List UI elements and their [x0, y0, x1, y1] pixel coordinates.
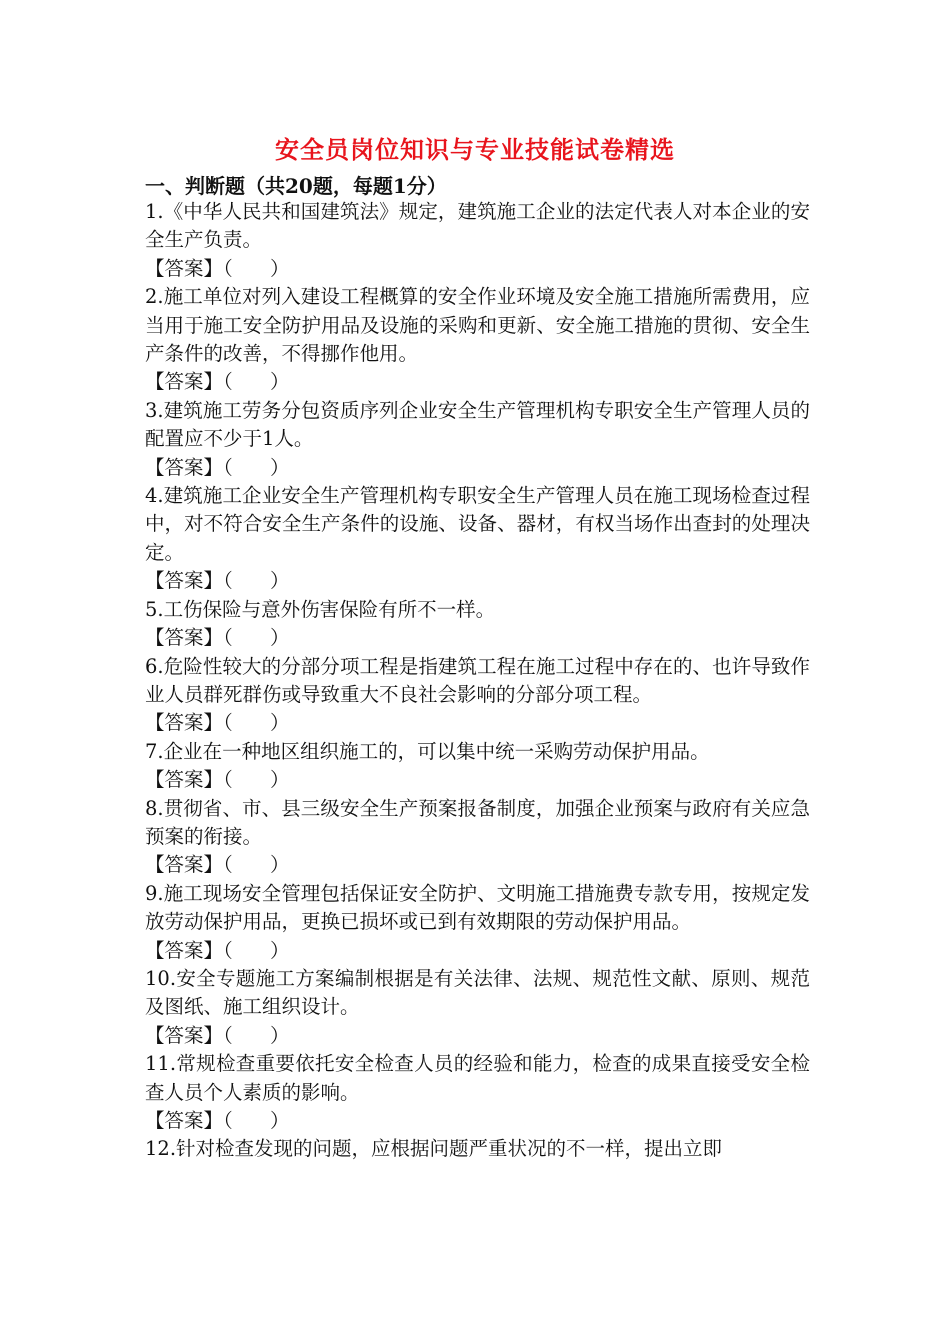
question-text: 11.常规检查重要依托安全检查人员的经验和能力，检查的成果直接受安全检查人员个人素质的影响。 — [145, 1052, 810, 1104]
answer-blank: 【答案】（ ） — [145, 768, 290, 792]
section-heading: 一、判断题（共20题，每题1分） — [145, 174, 447, 198]
question-text: 8.贯彻省、市、县三级安全生产预案报备制度，加强企业预案与政府有关应急预案的衔接。 — [145, 796, 810, 848]
question-text: 5.工伤保险与意外伤害保险有所不一样。 — [145, 597, 496, 621]
answer-blank: 【答案】（ ） — [145, 938, 290, 962]
answer-blank: 【答案】（ ） — [145, 370, 290, 394]
answer-blank: 【答案】（ ） — [145, 569, 290, 593]
question-text: 2.施工单位对列入建设工程概算的安全作业环境及安全施工措施所需费用，应当用于施工安全防护用品及设施的采购和更新、安全施工措施的贯彻、安全生产条件的改善，不得挪作他用。 — [145, 285, 810, 366]
answer-blank: 【答案】（ ） — [145, 455, 290, 479]
answer-blank: 【答案】（ ） — [145, 626, 290, 650]
question-list — [145, 198, 810, 1164]
answer-blank: 【答案】（ ） — [145, 1023, 290, 1047]
question-text: 12.针对检查发现的问题，应根据问题严重状况的不一样，提出立即 — [145, 1137, 723, 1161]
document-title: 安全员岗位知识与专业技能试卷精选 — [275, 135, 675, 164]
answer-blank: 【答案】（ ） — [145, 853, 290, 877]
question-text: 6.危险性较大的分部分项工程是指建筑工程在施工过程中存在的、也许导致作业人员群死群伤或导致重大不良社会影响的分部分项工程。 — [145, 654, 810, 706]
answer-blank: 【答案】（ ） — [145, 256, 290, 280]
answer-blank: 【答案】（ ） — [145, 1109, 290, 1132]
question-text: 10.安全专题施工方案编制根据是有关法律、法规、规范性文献、原则、规范及图纸、施工组织设计。 — [145, 966, 810, 1019]
answer-blank: 【答案】（ ） — [145, 711, 290, 735]
question-text: 9.施工现场安全管理包括保证安全防护、文明施工措施费专款专用，按规定发放劳动保护用品，更换已损坏或已到有效期限的劳动保护用品。 — [145, 881, 810, 934]
question-text: 7.企业在一种地区组织施工的，可以集中统一采购劳动保护用品。 — [145, 739, 710, 763]
question-text: 1.《中华人民共和国建筑法》规定，建筑施工企业的法定代表人对本企业的安全生产负责。 — [145, 200, 810, 252]
question-text: 3.建筑施工劳务分包资质序列企业安全生产管理机构专职安全生产管理人员的配置应不少于1人。 — [145, 398, 810, 451]
question-text: 4.建筑施工企业安全生产管理机构专职安全生产管理人员在施工现场检查过程中，对不符合安全生产条件的设施、设备、器材，有权当场作出查封的处理决定。 — [145, 484, 810, 564]
